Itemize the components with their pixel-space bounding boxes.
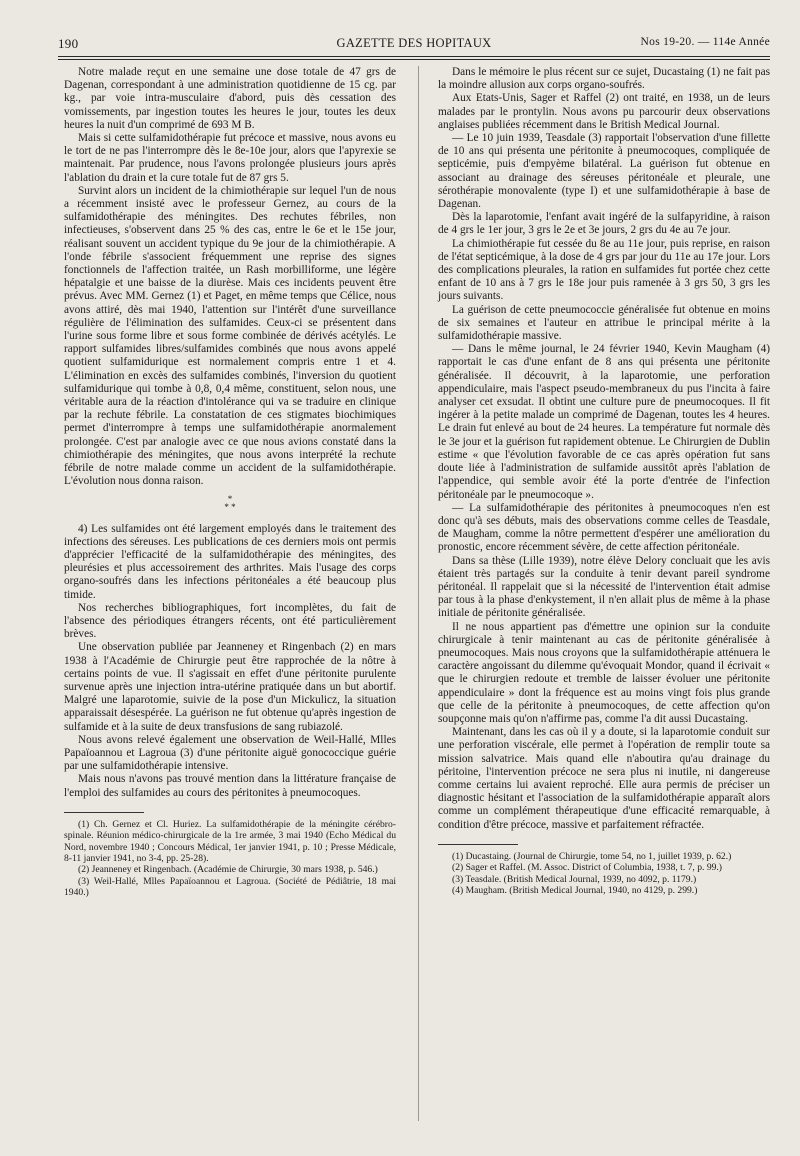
footnote: (3) Teasdale. (British Medical Journal, 1939, no 4092, p. 1179.) [452,873,697,885]
paragraph: — Dans le même journal, le 24 février 1940, Kevin Maugham (4) rapportait le cas d'une enfant de 8 ans qui présenta une péritonite généralisée. Il découvrit, à la laparotomie, une perforation appendiculaire, mais l'aspect pseudo-membraneux du pus l'incita à faire analyser cet exsudat. Il obtint une culture pure de pneumocoques. Il fit ingérer à la petite malade un comprimé de Dagenan, toutes les 4 heures. Le drain fut enlevé au bout de 24 heures. La température fut normale dès le 3e jour et la guérison fut rapidement obtenue. Le Chirurgien de Dublin estime « que l'évolution favorable de ce cas après opération fut sans doute liée à l'administration de sulfamide aussitôt après l'ablation de l'appendice, qui semble avoir été la porte d'entrée de l'infection péritonéale par le pneumocoque ». [438,343,770,501]
paragraph: — La sulfamidothérapie des péritonites à pneumocoques n'en est donc qu'à ses débuts, mais des observations comme celles de Teasdale, de Maugham, comme la nôtre permettent d'espérer une amélioration du pronostic, encore récemment sévère, de cette affection péritonéale. [438,501,770,554]
right-column [438,66,770,896]
paragraph: Dans le mémoire le plus récent sur ce sujet, Ducastaing (1) ne fait pas la moindre allusion aux corps organo-soufrés. [438,66,770,92]
paragraph: Dès la laparotomie, l'enfant avait ingéré de la sulfapyridine, à raison de 4 grs le 1er jour, 3 grs le 2e et 3e jours, 2 grs du 4e au 7e jour. [438,211,770,237]
paragraph: Dans sa thèse (Lille 1939), notre élève Delory concluait que les avis étaient très partagés sur la conduite à tenir devant pareil syndrome péritonéal. Il rappelait que si la nécessité de l'intervention était admise par tous à la phase d'enkystement, il n'en allait plus de même à la phase initiale de péritonite généralisée. [438,554,770,620]
page-header [58,36,770,54]
footnote: (4) Maugham. (British Medical Journal, 1940, no 4129, p. 299.) [452,885,698,896]
section-asterism: * * * [224,493,236,512]
page-number: 190 [58,36,79,51]
footnote: (2) Sager et Raffel. (M. Assoc. District of Columbia, 1938, t. 7, p. 99.) [452,862,723,874]
paragraph: Survint alors un incident de la chimiothérapie sur lequel l'un de nous a récemment insisté avec le professeur Gernez, au cours de la sulfamidothérapie des méningites. Des rechutes fébriles, non infectieuses, s'observent dans 25 % des cas, entre le 6e et le 15e jour, réalisant souvent un accident typique du 9e jour de la chimiothérapie. A l'onde fébrile s'associent fréquemment une reprise des signes fonctionnels de l'affection traitée, un Rash morbilliforme, une légère hépatalgie et une baisse de la diurèse. Mais ces incidents peuvent être prévus. Avec MM. Gernez (1) et Paget, en même temps que Célice, nous avons attiré, dès mai 1940, l'attention sur l'intérêt d'une surveillance régulière de l'élimination des sulfamides. Ceux-ci se présentent dans l'urine sous forme libre et sous forme combinée de dérivés acétylés. Le rapport sulfamides libres/sulfamides combinés que nous avons appelé quotient sulfamidurique est normalement compris entre 1 et 4. L'élimination en excès des sulfamides combinés, l'inversion du quotient sulfamidurique qui tombe à 0,8, 0,4 même, constituent, selon nous, une véritable aura de la réaction d'intolérance qui va se traduire en clinique par la rechute fébrile. La constatation de ces stigmates biochimiques permet d'interrompre à temps une sulfamidothérapie anormalement prolongée. C'est par analogie avec ce que nous avions constaté dans la chimiothérapie des méningites, que nous avons interprété la rechute fébrile de notre malade comme un accident de la sulfamidothérapie. L'évolution nous donna raison. [64,184,396,488]
footnote-rule [64,812,144,813]
paragraph: — Le 10 juin 1939, Teasdale (3) rapportait l'observation d'une fillette de 10 ans qui présenta une péritonite à pneumocoques, compliquée de septicémie, puis d'empyème bilatéral. La guérison fut obtenue en associant au drainage des séreuses péritonéale et pleurale, une sérothérapie monovalente (type I) et une sulfamidothérapie à base de Dagenan. [438,132,770,211]
paragraph: Nos recherches bibliographiques, fort incomplètes, du fait de l'absence des périodiques étrangers récents, ont été particulièrement brèves. [64,601,396,641]
paragraph: Maintenant, dans les cas où il y a doute, si la laparotomie conduit sur une perforation viscérale, elle permet à l'opération de remplir toute sa mission salvatrice. Mais quand elle n'aboutira qu'au drainage du péritoine, l'intervention précoce ne sera plus ni inutile, ni dangereuse comme certains lui avaient reproché. Elle aura permis de préciser un diagnostic hésitant et l'association de la sulfamidothérapie apparaît alors comme un complément thérapeutique d'une efficacité remarquable, à condition d'être précoce, massive et parfaitement réfractée. [438,726,770,831]
footnote: (1) Ch. Gernez et Cl. Huriez. La sulfamidothérapie de la méningite cérébro-spinale. Réunion médico-chirurgicale de la 1re armée, 3 mai 1940 (Echo Médical du Nord, novembre 1940 ; Concours Médical, 1er janvier 1941, p. 10 ; Presse Médicale, 8-11 janvier 1941, no 3-4, pp. 25-28). [64,818,396,864]
paragraph: Aux Etats-Unis, Sager et Raffel (2) ont traité, en 1938, un de leurs malades par le prontylin. Nous avons pu parcourir deux observations anglaises publiées récemment dans le British Medical Journal. [438,92,770,131]
paragraph: Mais si cette sulfamidothérapie fut précoce et massive, nous avons eu le tort de ne pas l'interrompre dès le 8e-10e jour, alors que l'apyrexie se maintenait. Par prudence, nous l'avons prolongée plusieurs jours après l'ablation du drain et la cure totale fut de 87 grs 5. [64,132,396,184]
journal-title: GAZETTE DES HOPITAUX [336,36,492,50]
header-rule [58,56,770,57]
footnote: (2) Jeanneney et Ringenbach. (Académie de Chirurgie, 30 mars 1938, p. 546.) [78,864,378,876]
footnote-rule [438,844,518,845]
paragraph: Mais nous n'avons pas trouvé mention dans la littérature française de l'emploi des sulfamides au cours des péritonites à pneumocoques. [64,773,396,799]
paragraph: Une observation publiée par Jeanneney et Ringenbach (2) en mars 1938 à l'Académie de Chirurgie peut être rapprochée de la nôtre à certains points de vue. Il s'agissait en effet d'une péritonite purulente survenue après une injection intra-utérine pratiquée dans un but abortif. Malgré une laparotomie, suivie de la pose d'un Mickulicz, la situation apparaissait désespérée. La guérison ne fut obtenue qu'après ingestion de sulfamide et à la suite de deux transfusions de sang rubiazolé. [64,641,396,733]
paragraph: Notre malade reçut en une semaine une dose totale de 47 grs de Dagenan, correspondant à une administration quotidienne de 15 cg. par kg., par voie intra-musculaire d'abord, puis dès cessation des vomissements, par ingestion toutes les heures le jour, toutes les deux heures la nuit d'un comprimé de 693 M B. [64,66,396,131]
footnote: (3) Weil-Hallé, Mlles Papaïoannou et Lagroua. (Société de Pédiâtrie, 18 mai 1940.) [64,875,396,899]
column-divider [418,66,419,1121]
paragraph: La guérison de cette pneumococcie généralisée fut obtenue en moins de six semaines et l'auteur en attribue le principal mérite à la sulfamidothérapie massive. [438,303,770,343]
paragraph: Il ne nous appartient pas d'émettre une opinion sur la conduite chirurgicale à tenir maintenant au cas de péritonite généralisée à pneumocoques. Mais nous croyons que la sulfamidothérapie atténuera le caractère angoissant du dilemme qu'évoquait Mondor, quand il écrivait « que le chirurgien redoute et tremble de laisser évoluer une péritonite appendiculaire » dont la fréquence est au moins vingt fois plus grande que celle de la péritonite à pneumocoques, de cette affection qu'on soupçonne mais qu'on n'affirme pas, comme l'a dit aussi Ducastaing. [438,620,770,725]
issue-info: Nos 19-20. — 114e Année [640,36,770,48]
header-rule-double [58,59,770,60]
footnote: (1) Ducastaing. (Journal de Chirurgie, tome 54, no 1, juillet 1939, p. 62.) [452,850,732,862]
paragraph: La chimiothérapie fut cessée du 8e au 11e jour, puis reprise, en raison de l'état septicémique, à la dose de 4 grs par jour du 11e au 17e jour. Lors des complications pleurales, la ration en sulfamides fut portée chez cette enfant de 10 ans à 7 grs le 18e jour puis ramenée à 3 grs 50, 3 grs les jours suivants. [438,237,770,303]
paragraph: 4) Les sulfamides ont été largement employés dans le traitement des infections des séreuses. Les publications de ces derniers mois ont permis d'apprécier l'efficacité de la sulfamidothérapie des méningites, des pleurésies et plus accessoirement des arthrites. Mais l'usage des corps organo-soufrés dans les infections péritonéales a été beaucoup plus timide. [64,522,396,601]
left-column [64,66,396,899]
paragraph: Nous avons relevé également une observation de Weil-Hallé, Mlles Papaïoannou et Lagroua (3) d'une péritonite aiguë gonococcique guérie par une sulfamidothérapie intensive. [64,733,396,773]
